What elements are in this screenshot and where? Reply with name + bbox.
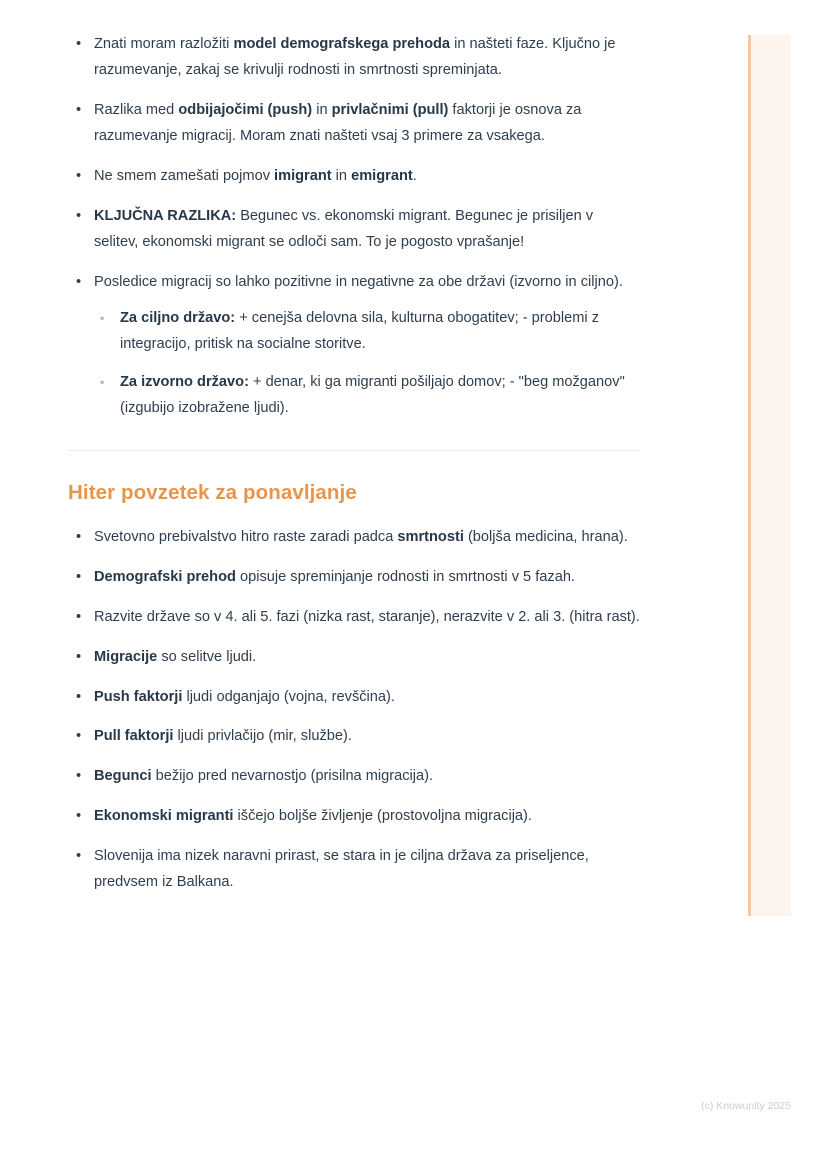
bullet-marker-icon: • — [76, 688, 82, 705]
text-run: Slovenija ima nizek naravni prirast, se stara in je ciljna država za priseljence, predvsem iz Balkana. — [94, 848, 589, 891]
text-run: Znati moram razložiti — [94, 36, 234, 52]
bullet-marker-icon: • — [76, 768, 82, 785]
nested-list — [94, 306, 640, 422]
text-run: iščejo boljše življenje (prostovoljna migracija). — [233, 808, 532, 825]
section-divider — [68, 450, 640, 451]
summary-heading: Hiter povzetek za ponavljanje — [68, 480, 357, 504]
list-item-text — [94, 808, 532, 824]
decorative-side-panel — [748, 35, 791, 916]
bullet-marker-icon: • — [76, 848, 82, 865]
text-run: bežijo pred nevarnostjo (prisilna migracija). — [151, 768, 434, 785]
list-item-text — [94, 168, 417, 184]
text-run: Posledice migracij so lahko pozitivne in negativne za obe državi (izvorno in ciljno). — [94, 273, 623, 290]
list-item-text — [94, 689, 395, 705]
bold-term: smrtnosti — [397, 528, 464, 545]
list-item-text — [94, 728, 352, 744]
list-item-text — [94, 848, 589, 890]
list-item-text — [94, 529, 628, 545]
text-run: . — [412, 167, 417, 184]
bullet-marker-icon: • — [76, 808, 82, 825]
bullet-marker-icon: • — [76, 528, 82, 545]
list-item-text — [94, 768, 433, 784]
nested-list-item-text — [120, 310, 599, 352]
list-item-text — [94, 569, 575, 585]
bold-term: Pull faktorji — [94, 728, 174, 745]
text-run: + denar, ki ga migranti pošiljajo domov; - "beg možganov" (izgubijo izobražene ljudi). — [120, 373, 625, 416]
list-item-text — [94, 102, 581, 144]
bold-term: Migracije — [94, 648, 158, 665]
hollow-bullet-marker-icon: ◦ — [100, 310, 105, 325]
text-run: ljudi odganjajo (vojna, revščina). — [182, 688, 395, 705]
bold-term: imigrant — [274, 167, 332, 184]
summary-list — [68, 525, 640, 897]
text-run: (boljša medicina, hrana). — [463, 528, 628, 545]
summary-item — [68, 844, 640, 896]
summary-item — [68, 605, 640, 631]
text-run: so selitve ljudi. — [157, 648, 257, 665]
key-point-item — [68, 164, 640, 190]
list-item-text — [94, 36, 616, 78]
nested-list-item-text — [120, 374, 625, 416]
summary-item — [68, 565, 640, 591]
summary-item — [68, 645, 640, 671]
document-content — [68, 32, 640, 910]
bullet-marker-icon: • — [76, 101, 82, 118]
key-point-item — [68, 270, 640, 422]
bullet-marker-icon: • — [76, 36, 82, 52]
summary-item — [68, 804, 640, 830]
bullet-marker-icon: • — [76, 608, 82, 625]
bullet-marker-icon: • — [76, 167, 82, 184]
footer — [0, 1100, 791, 1112]
bullet-marker-icon: • — [76, 568, 82, 585]
bullet-marker-icon: • — [76, 207, 82, 224]
bullet-marker-icon: • — [76, 648, 82, 665]
bold-term: emigrant — [351, 167, 413, 184]
bold-term: Za ciljno državo: — [120, 309, 236, 326]
bullet-marker-icon: • — [76, 273, 82, 290]
text-run: Razlika med — [94, 101, 179, 118]
text-run: Ne smem zamešati pojmov — [94, 167, 275, 184]
key-point-item — [68, 32, 640, 84]
nested-list-item — [94, 306, 640, 358]
list-item-text — [94, 609, 640, 625]
bullet-marker-icon: • — [76, 728, 82, 745]
bold-term: privlačnimi (pull) — [331, 101, 449, 118]
text-run: ljudi privlačijo (mir, službe). — [173, 728, 352, 745]
text-run: Razvite države so v 4. ali 5. fazi (nizka rast, staranje), nerazvite v 2. ali 3. (hitra rast). — [94, 608, 640, 625]
bold-term: Begunci — [94, 768, 152, 785]
bold-term: odbijajočimi (push) — [178, 101, 313, 118]
text-run: in — [331, 167, 352, 184]
key-point-item — [68, 204, 640, 256]
summary-item — [68, 685, 640, 711]
nested-list-item — [94, 370, 640, 422]
bold-term: Demografski prehod — [94, 568, 236, 585]
key-points-list — [68, 32, 640, 422]
list-item-text — [94, 274, 623, 290]
text-run: Svetovno prebivalstvo hitro raste zaradi padca — [94, 528, 398, 545]
text-run: + cenejša delovna sila, kulturna obogatitev; - problemi z integracijo, pritisk na socialne storitve. — [120, 309, 599, 352]
text-run: Begunec vs. ekonomski migrant. Begunec je prisiljen v selitev, ekonomski migrant se odloči sam. To je pogosto vprašanje! — [94, 207, 594, 250]
text-run: faktorji je osnova za razumevanje migracij. Moram znati našteti vsaj 3 primere za vsakega. — [94, 101, 582, 144]
bold-term: KLJUČNA RAZLIKA: — [94, 207, 237, 224]
summary-item — [68, 764, 640, 790]
bold-term: Ekonomski migranti — [94, 808, 234, 825]
summary-item — [68, 525, 640, 551]
bold-term: model demografskega prehoda — [233, 36, 451, 52]
list-item-text — [94, 208, 593, 250]
text-run: opisuje spreminjanje rodnosti in smrtnosti v 5 fazah. — [235, 568, 575, 585]
key-point-item — [68, 98, 640, 150]
summary-item — [68, 724, 640, 750]
text-run: in — [312, 101, 332, 118]
copyright-text: (c) Knowunity 2025 — [701, 1100, 791, 1112]
text-run: in našteti faze. Ključno je razumevanje, zakaj se krivulji rodnosti in smrtnosti spreminjata. — [94, 36, 616, 78]
bold-term: Push faktorji — [94, 688, 183, 705]
list-item-text — [94, 649, 256, 665]
hollow-bullet-marker-icon: ◦ — [100, 374, 105, 389]
bold-term: Za izvorno državo: — [120, 373, 249, 390]
